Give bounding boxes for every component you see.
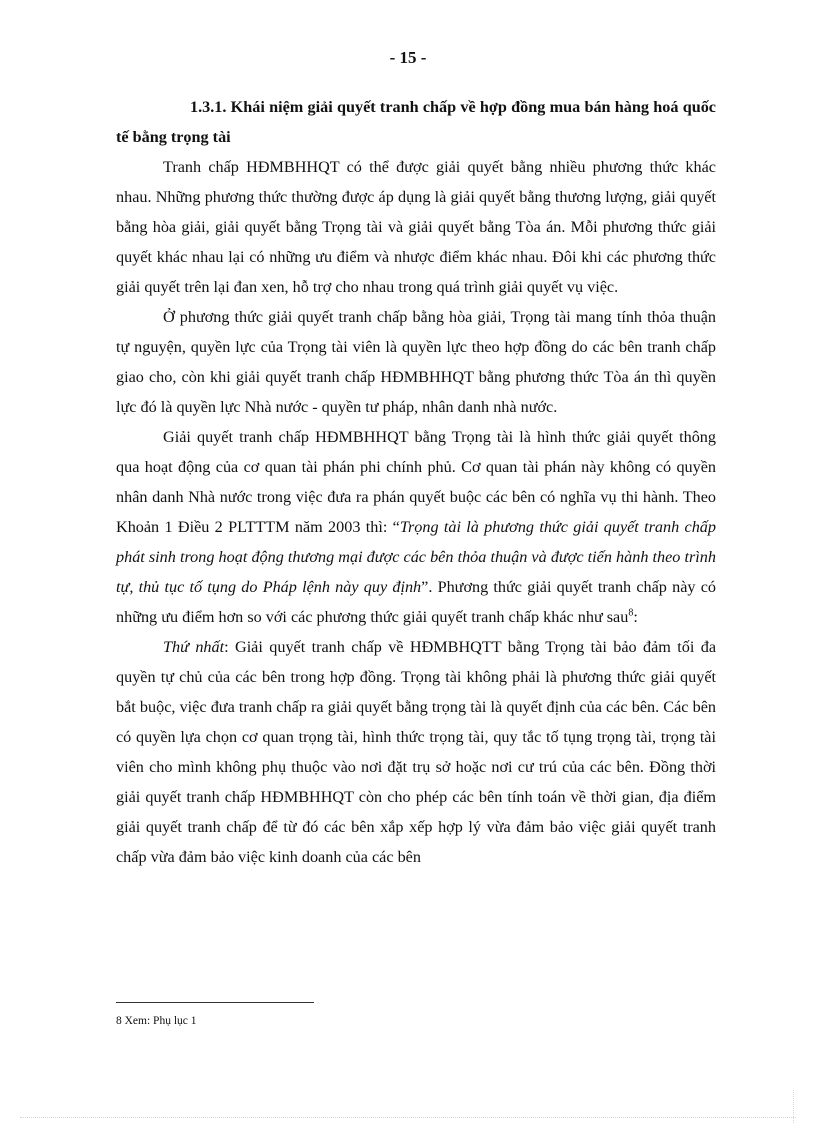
- legal-quote: Trọng tài là phương thức giải quyết tranh chấp phát sinh trong hoạt động thương mại được các bên thỏa thuận và được tiến hành theo trình tự, thủ tục tố tụng do Pháp lệnh này quy định: [116, 518, 716, 596]
- document-body: [116, 92, 716, 872]
- paragraph-dispute-methods: Tranh chấp HĐMBHHQT có thể được giải quyết bằng nhiều phương thức khác nhau. Những phương thức thường được áp dụng là giải quyết bằng thương lượng, giải quyết bằng hòa giải, giải quyết bằng Trọng tài và giải quyết bằng Tòa án. Mỗi phương thức giải quyết khác nhau lại có những ưu điểm và nhược điểm khác nhau. Đôi khi các phương thức giải quyết trên lại đan xen, hỗ trợ cho nhau trong quá trình giải quyết vụ việc.: [116, 158, 716, 296]
- footnote-separator: [116, 1002, 314, 1003]
- paragraph-mediation-court: Ở phương thức giải quyết tranh chấp bằng hòa giải, Trọng tài mang tính thỏa thuận tự nguyện, quyền lực của Trọng tài viên là quyền lực theo hợp đồng do các bên tranh chấp giao cho, còn khi giải quyết tranh chấp HĐMBHHQT bằng phương thức Tòa án thì quyền lực đó là quyền lực Nhà nước - quyền tư pháp, nhân danh nhà nước.: [116, 308, 716, 416]
- footnote-reference: 8: [628, 607, 634, 619]
- paragraph-text: : Giải quyết tranh chấp về HĐMBHQTT bằng Trọng tài bảo đảm tối đa quyền tự chủ của các bên trong hợp đồng. Trọng tài không phải là phương thức giải quyết bắt buộc, việc đưa tranh chấp ra giải quyết bằng trọng tài là quyết định của các bên. Các bên có quyền lựa chọn cơ quan trọng tài, hình thức trọng tài, quy tắc tố tụng trọng tài, trọng tài viên cho mình không phụ thuộc vào nơi đặt trụ sở hoặc nơi cư trú của các bên. Đồng thời giải quyết tranh chấp HĐMBHHQT còn cho phép các bên tính toán về thời gian, địa điểm giải quyết tranh chấp để từ đó các bên xắp xếp hợp lý vừa đảm bảo việc giải quyết tranh chấp vừa đảm bảo việc kinh doanh của các bên: [116, 638, 716, 866]
- page-edge-right: [793, 1090, 794, 1123]
- footnote: 8 Xem: Phụ lục 1: [116, 1015, 197, 1027]
- paragraph-text: :: [633, 608, 638, 626]
- section-heading: 1.3.1. Khái niệm giải quyết tranh chấp về hợp đồng mua bán hàng hoá quốc tế bằng trọng tài: [116, 98, 716, 146]
- page-number: - 15 -: [389, 48, 427, 67]
- paragraph-arbitration-definition: [116, 422, 716, 632]
- paragraph-text: Giải quyết tranh chấp HĐMBHHQT bằng Trọng tài là hình thức giải quyết thông qua hoạt động của cơ quan tài phán phi chính phủ. Cơ quan tài phán này không có quyền nhân danh Nhà nước trong việc đưa ra phán quyết buộc các bên có nghĩa vụ thi hành. Theo Khoản 1 Điều 2 PLTTTM năm 2003 thì: “: [116, 428, 716, 536]
- advantage-lead: Thứ nhất: [163, 638, 225, 656]
- page-edge-bottom: [20, 1117, 796, 1118]
- paragraph-text: ”. Phương thức giải quyết tranh chấp này có những ưu điểm hơn so với các phương thức giải quyết tranh chấp khác như sau: [116, 578, 716, 626]
- paragraph-first-advantage: [116, 632, 716, 872]
